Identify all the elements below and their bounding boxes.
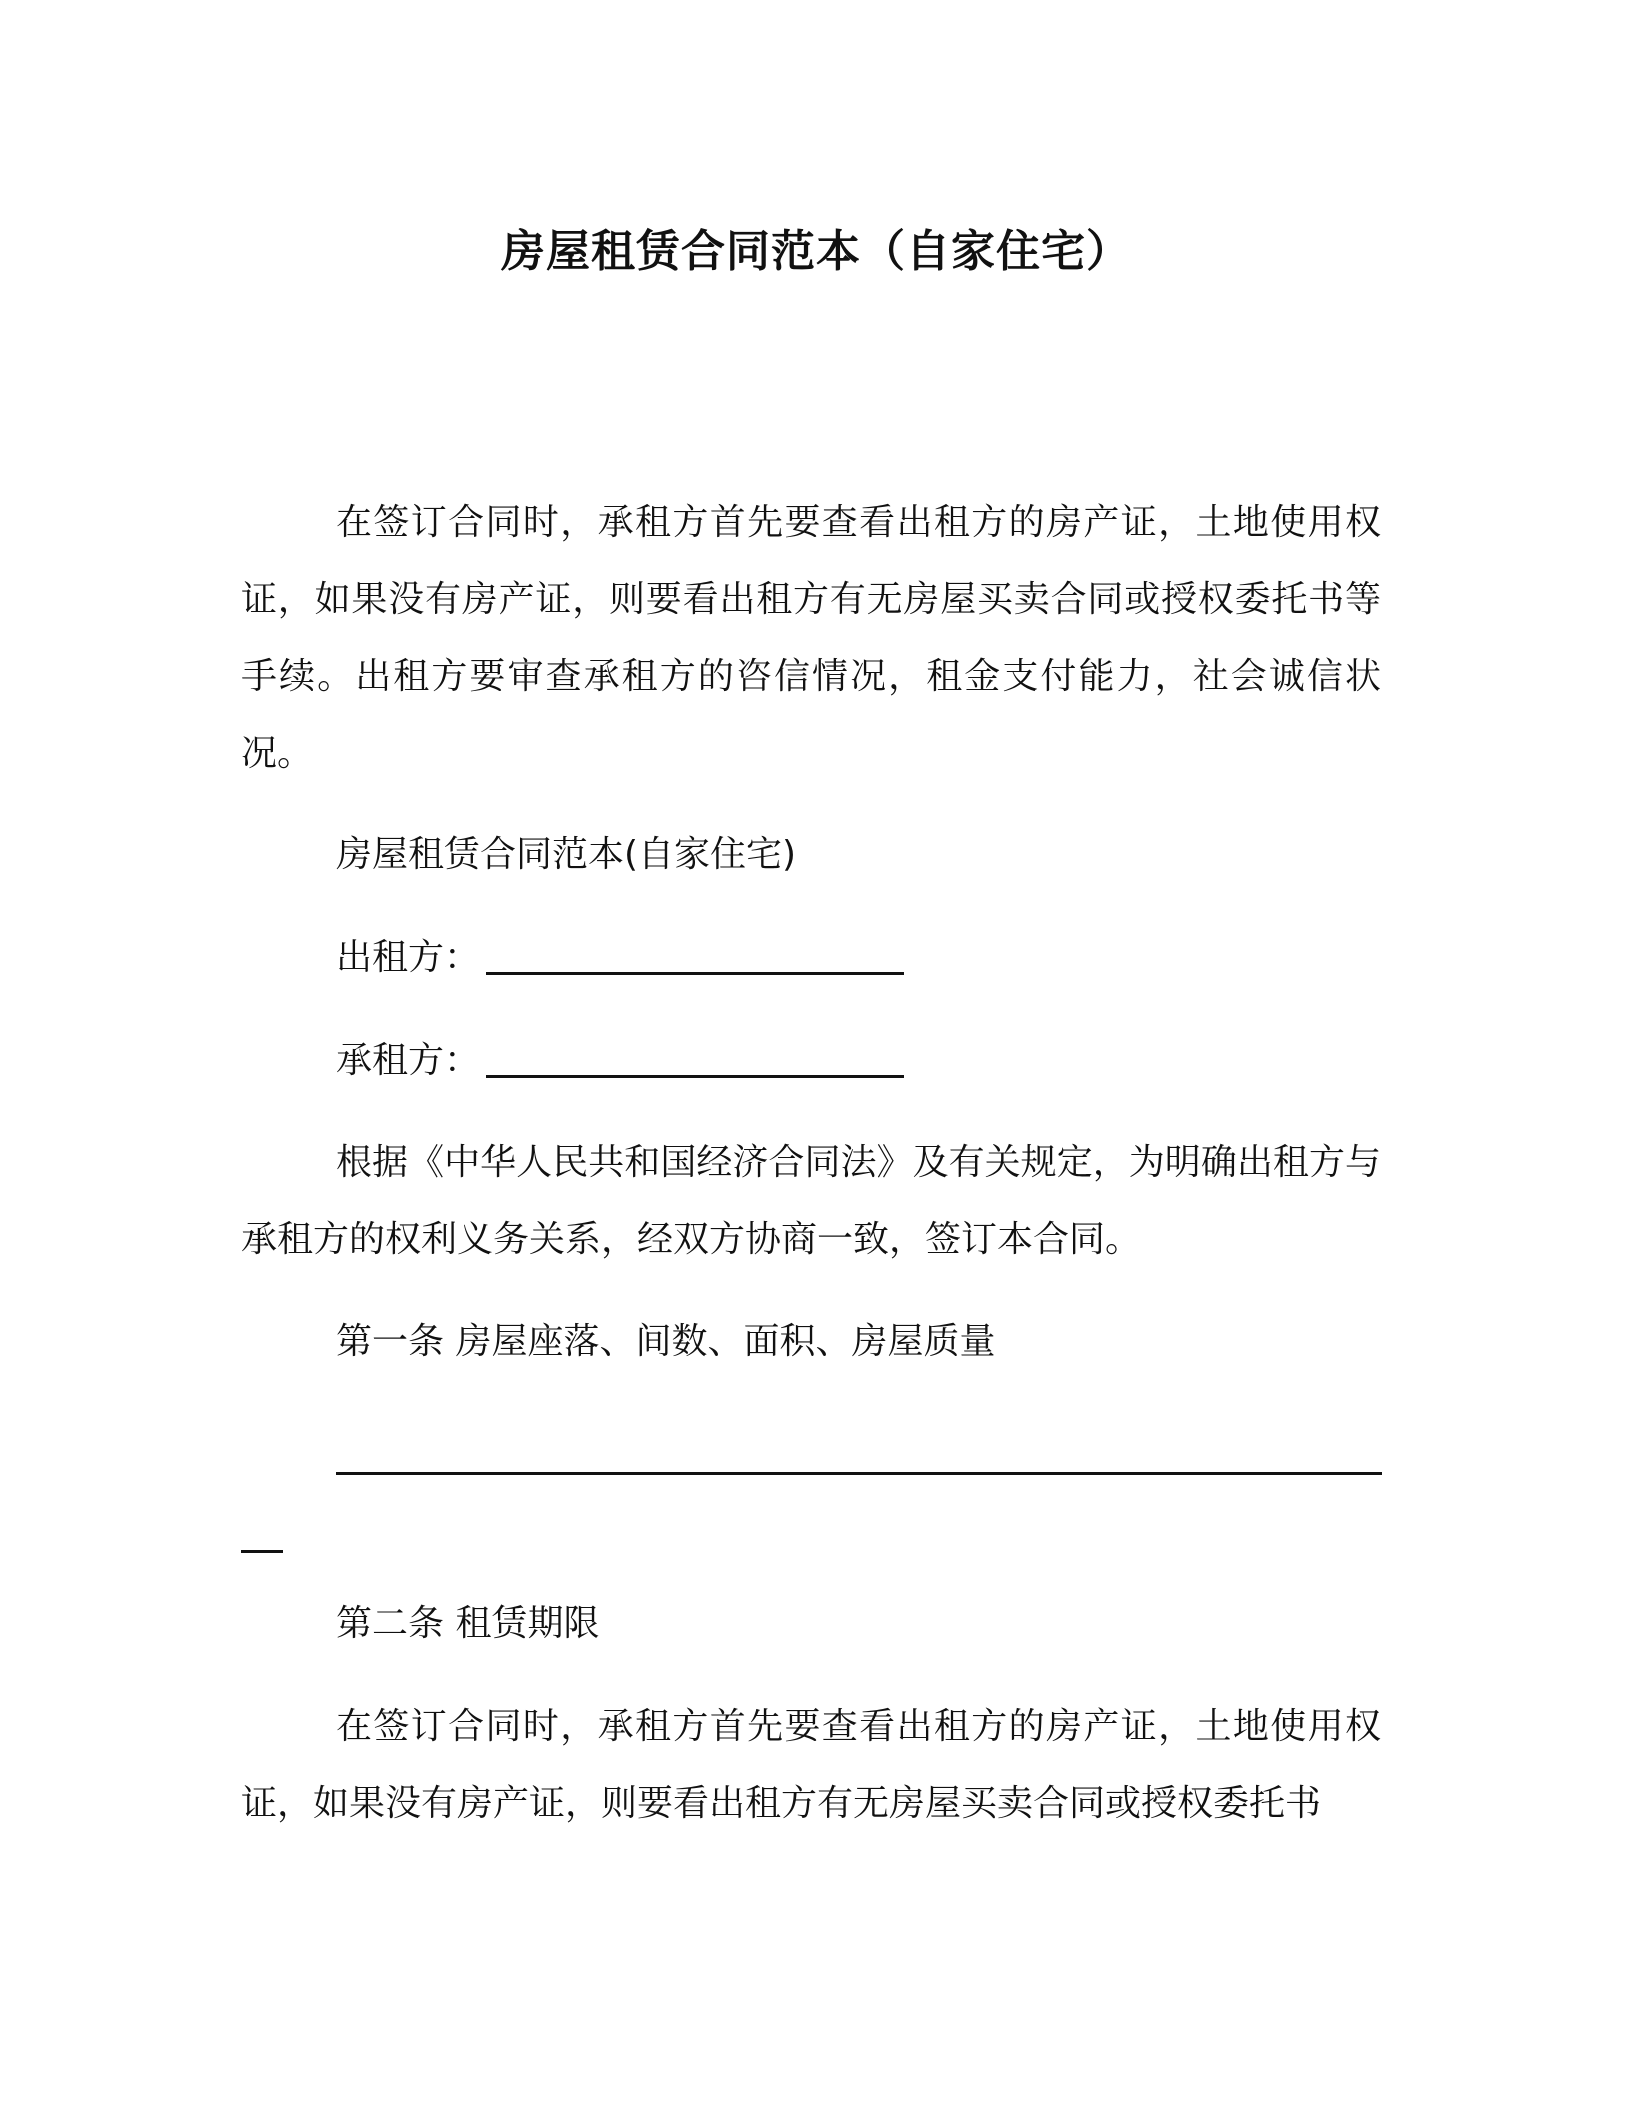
lessor-label: 出租方： [336,937,481,978]
lessee-label: 承租方： [336,1040,481,1081]
intro-paragraph: 在签订合同时，承租方首先要查看出租方的房产证，土地使用权证，如果没有房产证，则要看出租方有无房屋买卖合同或授权委托书等手续。出租方要审查承租方的咨信情况，租金支付能力，社会诚信状况。 [241,502,1381,774]
lessor-blank [486,942,904,975]
article1-blank-line [336,1472,1382,1475]
document-title: 房屋租赁合同范本（自家住宅） [501,226,1131,277]
basis-paragraph: 根据《中华人民共和国经济合同法》及有关规定，为明确出租方与承租方的权利义务关系，经双方协商一致，签订本合同。 [241,1142,1381,1260]
article1-heading: 第一条 房屋座落、间数、面积、房屋质量 [336,1321,996,1362]
lessee-blank [486,1045,904,1078]
article1-blank-continuation [241,1550,283,1553]
article2-paragraph: 在签订合同时，承租方首先要查看出租方的房产证，土地使用权证，如果没有房产证，则要看出租方有无房屋买卖合同或授权委托书 [241,1706,1381,1824]
article2-heading: 第二条 租赁期限 [336,1603,600,1644]
subtitle: 房屋租赁合同范本(自家住宅) [336,834,797,875]
lessee-line [336,1022,904,1099]
lessor-line [336,919,904,996]
